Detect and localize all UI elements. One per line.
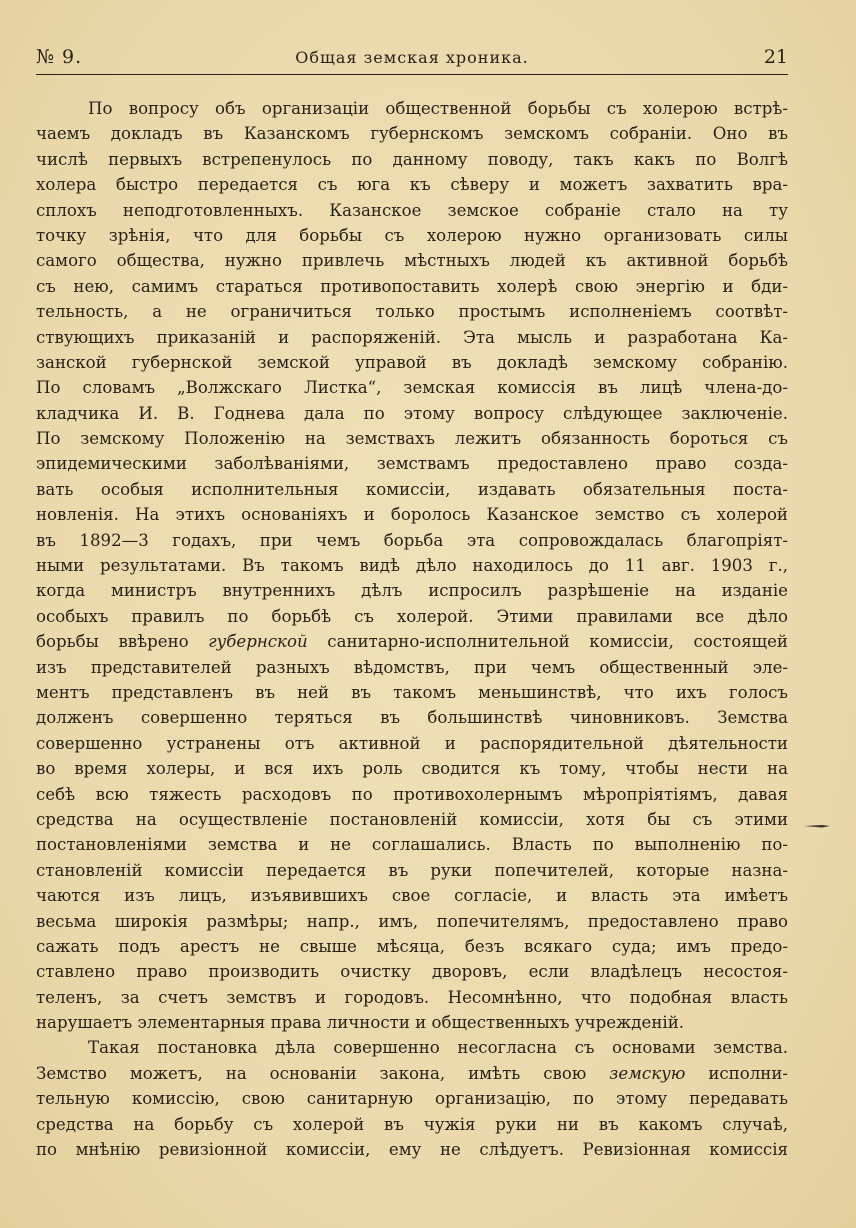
text-line: Земство можетъ, на основаніи закона, имѣть свою земскую исполни- xyxy=(36,1063,789,1083)
text-line: изъ представителей разныхъ вѣдомствъ, при чемъ общественный эле- xyxy=(36,657,788,677)
text-line: новленія. На этихъ основаніяхъ и боролось Казанское земство съ холерой xyxy=(36,505,788,525)
text-line: съ нею, самимъ стараться противопоставить холерѣ свою энергію и бди- xyxy=(36,276,788,296)
text-line: Такая постановка дѣла совершенно несогласна съ основами земства. xyxy=(88,1038,788,1058)
italic-emphasis: губернской xyxy=(208,632,308,652)
header-rule xyxy=(36,74,788,75)
text-line: сплохъ неподготовленныхъ. Казанское земское собраніе стало на ту xyxy=(36,200,788,220)
text-line: сажать подъ арестъ не свыше мѣсяца, безъ всякаго суда; имъ предо- xyxy=(36,936,788,956)
text-line: долженъ совершенно теряться въ большинствѣ чиновниковъ. Земства xyxy=(36,708,788,728)
text-line: становленій комиссіи передается въ руки попечителей, которые назна- xyxy=(36,860,788,880)
text-line: чаемъ докладъ въ Казанскомъ губернскомъ земскомъ собраніи. Оно въ xyxy=(36,124,788,144)
text-line: ствующихъ приказаній и распоряженій. Эта мысль и разработана Ка- xyxy=(36,327,788,347)
text-line: ментъ представленъ въ ней въ такомъ меньшинствѣ, что ихъ голосъ xyxy=(36,682,788,702)
text-line: холера быстро передается съ юга къ сѣверу и можетъ захватить вра- xyxy=(36,175,788,195)
text-line: средства на борьбу съ холерой въ чужія руки ни въ какомъ случаѣ, xyxy=(36,1114,788,1134)
text-line: по мнѣнію ревизіонной комиссіи, ему не слѣдуетъ. Ревизіонная комиссія xyxy=(36,1140,788,1160)
section-title: Общая земская хроника. xyxy=(295,48,529,67)
text-line: тельную комиссію, свою санитарную организацію, по этому передавать xyxy=(36,1089,788,1109)
text-line: точку зрѣнія, что для борьбы съ холерою нужно организовать силы xyxy=(36,225,788,245)
margin-pencil-mark-icon xyxy=(804,822,830,830)
text-line: себѣ всю тяжесть расходовъ по противохолернымъ мѣропріятіямъ, давая xyxy=(36,784,788,804)
text-line: когда министръ внутреннихъ дѣлъ испросилъ разрѣшеніе на изданіе xyxy=(36,581,788,601)
page-number: 21 xyxy=(763,46,788,68)
text-line: занской губернской земской управой въ докладѣ земскому собранію. xyxy=(36,352,788,372)
body-text xyxy=(36,96,788,1162)
text-line: тельность, а не ограничиться только простымъ исполненіемъ соотвѣт- xyxy=(36,302,788,322)
text-line: нарушаетъ элементарныя права личности и общественныхъ учрежденій. xyxy=(36,1013,685,1033)
italic-emphasis: земскую xyxy=(609,1063,686,1083)
text-line: средства на осуществленіе постановленій комиссіи, хотя бы съ этими xyxy=(36,809,788,829)
text-line: чаются изъ лицъ, изъявившихъ свое согласіе, и власть эта имѣетъ xyxy=(36,886,788,906)
text-line: ными результатами. Въ такомъ видѣ дѣло находилось до 11 авг. 1903 г., xyxy=(36,556,788,576)
text-line: теленъ, за счетъ земствъ и городовъ. Несомнѣнно, что подобная власть xyxy=(36,987,788,1007)
issue-number: № 9. xyxy=(36,46,83,68)
text-line: въ 1892—3 годахъ, при чемъ борьба эта сопровождалась благопріят- xyxy=(36,530,788,550)
text-line: во время холеры, и вся ихъ роль сводится къ тому, чтобы нести на xyxy=(36,759,788,779)
text-line: По вопросу объ организаціи общественной борьбы съ холерою встрѣ- xyxy=(88,99,788,118)
text-line: весьма широкія размѣры; напр., имъ, попечителямъ, предоставлено право xyxy=(36,911,788,931)
text-line: борьбы ввѣрено губернской санитарно-исполнительной комиссіи, состоящей xyxy=(36,632,788,652)
text-line: самого общества, нужно привлечь мѣстныхъ людей къ активной борьбѣ xyxy=(36,251,788,271)
text-line: постановленіями земства и не соглашались. Власть по выполненію по- xyxy=(36,835,788,855)
text-line: вать особыя исполнительныя комиссіи, издавать обязательныя поста- xyxy=(36,479,788,499)
running-header xyxy=(36,46,788,74)
text-line: числѣ первыхъ встрепенулось по данному поводу, такъ какъ по Волгѣ xyxy=(36,149,788,169)
text-line: ставлено право производить очистку дворовъ, если владѣлецъ несостоя- xyxy=(36,962,788,982)
text-line: По словамъ „Волжскаго Листка“, земская комиссія въ лицѣ члена-до- xyxy=(36,378,788,398)
text-line: эпидемическими заболѣваніями, земствамъ предоставлено право созда- xyxy=(36,454,788,474)
text-line: По земскому Положенію на земствахъ лежитъ обязанность бороться съ xyxy=(36,429,788,449)
text-line: кладчика И. В. Годнева дала по этому вопросу слѣдующее заключеніе. xyxy=(36,403,788,423)
text-line: особыхъ правилъ по борьбѣ съ холерой. Этими правилами все дѣло xyxy=(36,606,788,626)
text-line: совершенно устранены отъ активной и распорядительной дѣятельности xyxy=(36,733,788,753)
